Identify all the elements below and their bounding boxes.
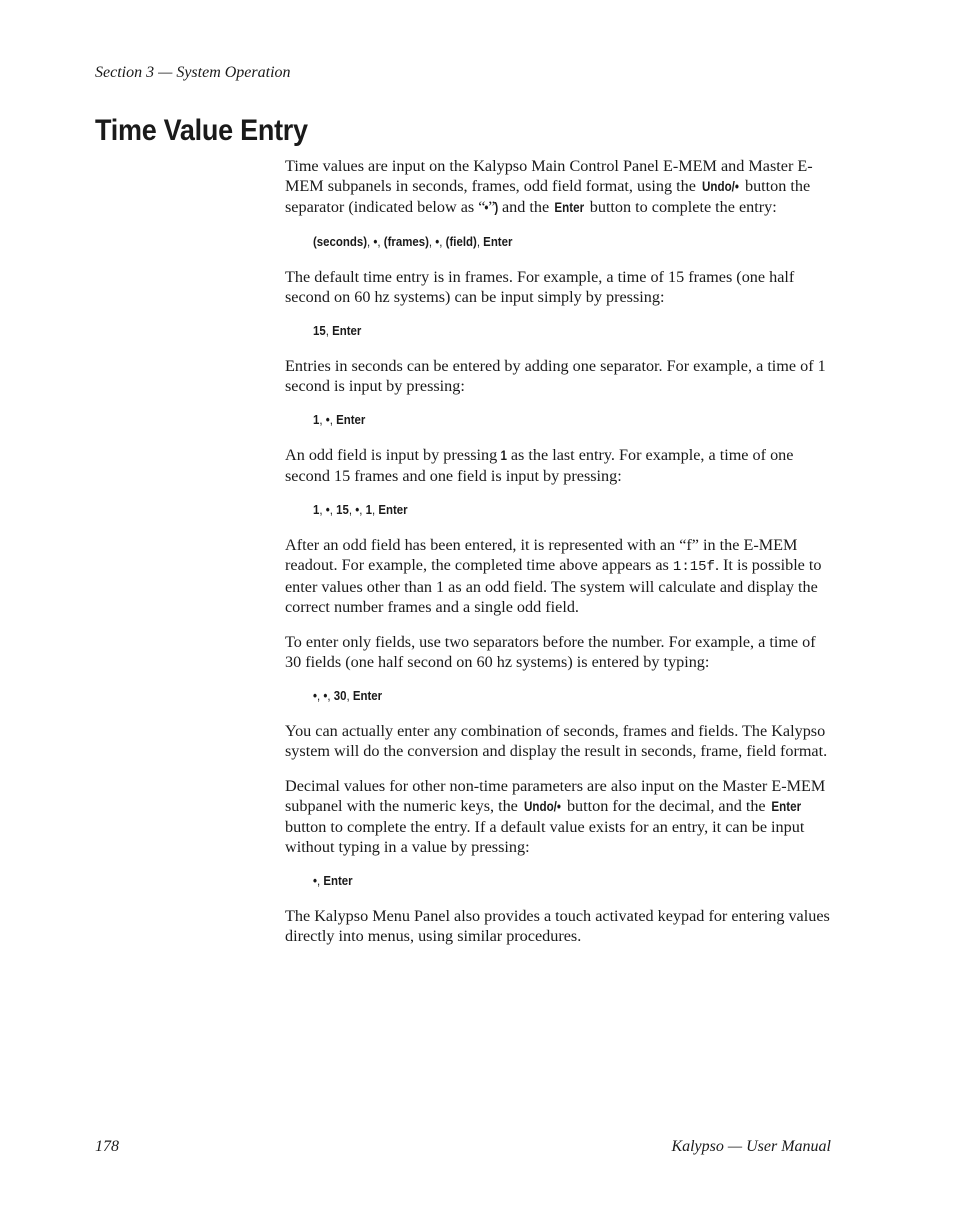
- key-token: (seconds): [313, 234, 368, 249]
- key-token: •: [323, 688, 328, 703]
- key-token: 1: [313, 502, 320, 517]
- closing-paren: ): [494, 200, 499, 215]
- text-run: An odd field is input by pressing: [285, 446, 502, 464]
- paragraph-frames: The default time entry is in frames. For example, a time of 15 frames (one half second on 60 hz systems) can be input simply by pressing:: [285, 268, 795, 306]
- key-separator: ,: [317, 688, 324, 703]
- key-token: 15: [313, 323, 326, 338]
- key-token: Enter: [323, 873, 353, 888]
- enter-button-label: Enter: [771, 799, 801, 814]
- text-run: Time values are input on the Kalypso Main Control Panel E-MEM and Master E-MEM subpanels in seconds, frames, odd field format, using the: [285, 157, 813, 195]
- key-separator: ,: [319, 412, 326, 427]
- key-token: Enter: [483, 234, 513, 249]
- key-separator: ,: [346, 688, 353, 703]
- text-run: Decimal values for other non-time parameters are also input on the Master E-MEM subpanel with the numeric keys, the: [285, 777, 826, 815]
- key-token: •: [325, 502, 330, 517]
- manual-title: Kalypso — User Manual: [671, 1138, 831, 1155]
- key-separator: ,: [327, 688, 334, 703]
- page-number: 178: [95, 1138, 119, 1155]
- paragraph-decimal: [285, 776, 830, 857]
- text-run: button for the decimal, and the: [562, 797, 770, 815]
- paragraph-combination: You can actually enter any combination of seconds, frames and fields. The Kalypso system will do the conversion and display the result in seconds, frame, field format.: [285, 722, 828, 760]
- text-run: After an odd field has been entered, it is represented with an “f” in the E-MEM readout. For example, the completed time above appears as: [285, 536, 798, 574]
- undo-button-label: Undo/•: [523, 799, 561, 814]
- key-token: Enter: [336, 412, 366, 427]
- text-run: . It is possible to enter values other than 1 as an odd field. The system will calculate and display the correct number frames and a single odd field.: [285, 556, 822, 616]
- key-sequence-general: [313, 233, 768, 251]
- key-separator: ,: [371, 502, 379, 517]
- text-run: and the: [497, 198, 554, 216]
- key-token: •: [325, 412, 330, 427]
- key-token: •: [313, 873, 318, 888]
- key-separator: ,: [377, 234, 384, 249]
- key-sequence-frames: [313, 322, 768, 340]
- key-one-label: 1: [500, 448, 508, 463]
- key-token: •: [373, 234, 378, 249]
- key-separator: ,: [476, 234, 484, 249]
- paragraph-odd-field: [285, 445, 830, 486]
- key-separator: ,: [359, 502, 366, 517]
- key-separator: ,: [428, 234, 436, 249]
- text-run: as the last entry. For example, a time of one second 15 frames and one field is input by pressing:: [285, 446, 794, 485]
- running-header: Section 3 — System Operation: [95, 64, 291, 81]
- key-separator: ,: [317, 873, 324, 888]
- key-token: •: [355, 502, 360, 517]
- key-token: 1: [365, 502, 372, 517]
- text-run: button to complete the entry. If a default value exists for an entry, it can be input without typing in a value by pressing:: [285, 818, 805, 856]
- undo-button-label: Undo/•: [701, 179, 739, 194]
- separator-symbol: •: [484, 200, 489, 215]
- paragraph-fields-only: To enter only fields, use two separators before the number. For example, a time of 30 fields (one half second on 60 hz systems) is entered by typing:: [285, 633, 816, 671]
- key-separator: ,: [439, 234, 446, 249]
- paragraph-menu-panel: The Kalypso Menu Panel also provides a touch activated keypad for entering values directly into menus, using similar procedures.: [285, 907, 830, 945]
- paragraph-readout: [285, 535, 830, 617]
- key-separator: ,: [329, 502, 337, 517]
- readout-example: 1:15f: [672, 559, 715, 575]
- enter-button-label: Enter: [554, 200, 585, 215]
- key-token: 1: [313, 412, 320, 427]
- key-token: Enter: [352, 688, 383, 703]
- key-token: (frames): [383, 234, 429, 249]
- key-separator: ,: [348, 502, 356, 517]
- key-sequence-odd-field: [313, 501, 768, 519]
- key-separator: ,: [367, 234, 374, 249]
- key-token: •: [435, 234, 440, 249]
- paragraph-intro: [285, 156, 830, 218]
- key-sequence-seconds: [313, 411, 768, 429]
- text-run: button to complete the entry:: [585, 198, 777, 216]
- key-sequence-default: [313, 872, 768, 890]
- text-run: button the separator (indicated below as “: [285, 177, 811, 216]
- text-run: ”: [488, 198, 496, 216]
- paragraph-seconds: Entries in seconds can be entered by adding one separator. For example, a time of 1 second is input by pressing:: [285, 357, 826, 395]
- key-token: 15: [336, 502, 349, 517]
- key-separator: ,: [319, 502, 326, 517]
- key-separator: ,: [329, 412, 337, 427]
- body-content: [285, 156, 830, 961]
- key-separator: ,: [325, 323, 333, 338]
- key-token: Enter: [332, 323, 362, 338]
- key-sequence-fields: [313, 687, 768, 705]
- page-title: Time Value Entry: [95, 114, 308, 147]
- key-token: (field): [445, 234, 477, 249]
- key-token: 30: [333, 688, 347, 703]
- key-token: Enter: [378, 502, 408, 517]
- key-token: •: [313, 688, 318, 703]
